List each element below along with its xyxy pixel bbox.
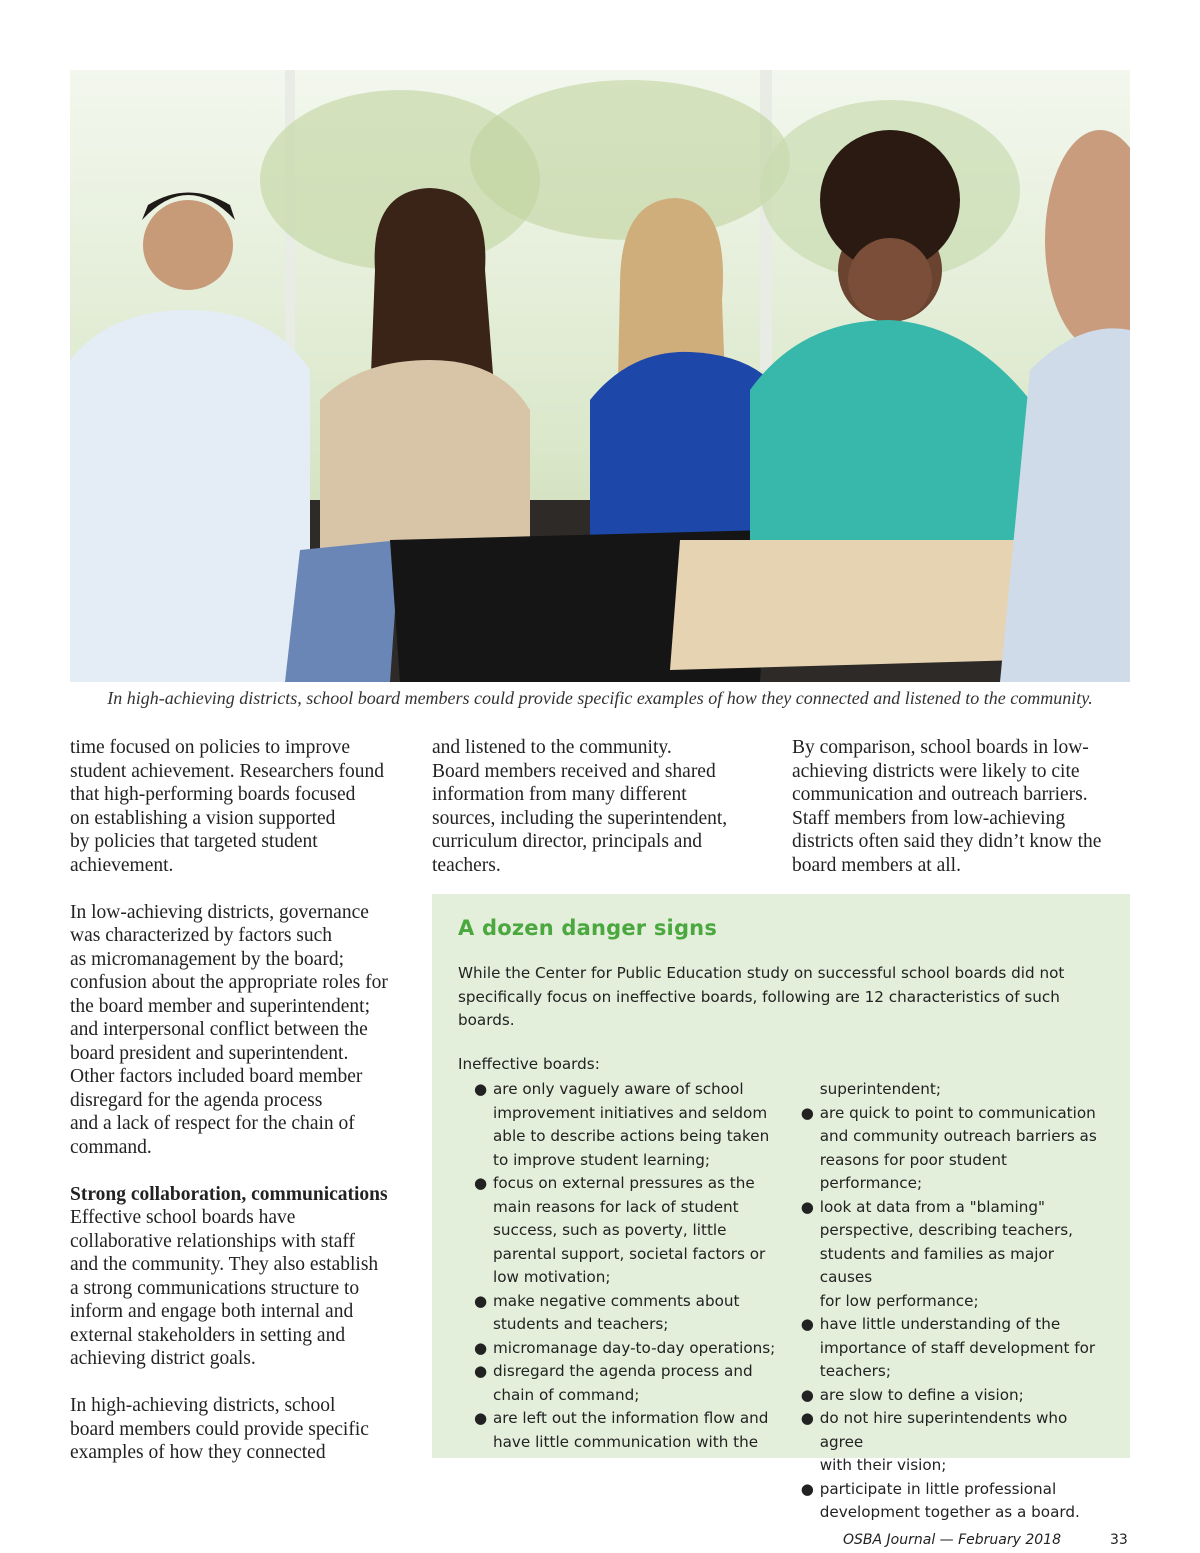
text-line: importance of staff development for	[819, 1338, 1096, 1357]
list-item-continuation	[801, 1078, 1104, 1102]
bullet-icon: ●	[474, 1338, 488, 1357]
text-line: was characterized by factors such	[70, 925, 333, 946]
text-line: focus on external pressures as the	[493, 1174, 755, 1192]
text-line: reasons for poor student performance;	[819, 1150, 1007, 1192]
text-line: external stakeholders in setting and	[70, 1324, 346, 1346]
bullet-icon: ●	[474, 1080, 488, 1098]
text-line: board members could provide specific	[70, 1418, 369, 1440]
text-line: are only vaguely aware of school	[493, 1080, 744, 1098]
text-line: Staff members from low-achieving	[792, 807, 1066, 829]
text-line: main reasons for lack of student	[493, 1197, 739, 1216]
bullet-icon: ●	[474, 1291, 488, 1310]
text-line: time focused on policies to improve	[70, 737, 350, 758]
text-line: and listened to the community.	[432, 737, 672, 758]
list-item	[474, 1337, 801, 1361]
list-item	[801, 1196, 1104, 1314]
text-line: disregard the agenda process and	[493, 1362, 753, 1380]
text-line: for low performance;	[819, 1291, 979, 1310]
text-line: improvement initiatives and seldom	[493, 1103, 768, 1122]
bullet-icon: ●	[474, 1362, 488, 1380]
text-line: are quick to point to communication	[819, 1103, 1096, 1122]
text-line: students and teachers;	[493, 1315, 669, 1333]
section-heading: Strong collaboration, communications	[70, 1183, 388, 1205]
list-item	[801, 1384, 1104, 1408]
text-line: and interpersonal conflict between the	[70, 1019, 368, 1040]
paragraph	[70, 1394, 415, 1465]
text-line: Board members received and shared	[432, 760, 716, 782]
list-item	[474, 1360, 801, 1407]
journal-name: OSBA Journal — February 2018	[843, 1532, 1061, 1548]
text-line: by policies that targeted student	[70, 831, 318, 852]
list-item	[474, 1172, 801, 1290]
text-line: sources, including the superintendent,	[432, 807, 728, 829]
text-line: board president and superintendent.	[70, 1042, 349, 1064]
text-line: to improve student learning;	[493, 1150, 711, 1169]
danger-signs-list-right	[801, 1078, 1104, 1525]
list-item	[801, 1478, 1104, 1525]
text-line: do not hire superintendents who agree	[819, 1409, 1068, 1451]
page-number: 33	[1110, 1532, 1128, 1548]
text-line: students and families as major causes	[819, 1244, 1055, 1286]
text-line: chain of command;	[493, 1385, 640, 1404]
paragraph	[792, 736, 1137, 877]
people-in-discussion-illustration	[70, 70, 1130, 682]
text-line: specifically focus on ineffective boards, following are 12 characteristics of such boards.	[458, 987, 1060, 1029]
bullet-icon: ●	[474, 1174, 488, 1192]
text-line: have little communication with the	[493, 1432, 759, 1451]
text-line: Effective school boards have	[70, 1207, 296, 1228]
text-line: success, such as poverty, little	[493, 1221, 727, 1239]
paragraph	[70, 1206, 415, 1371]
photo-caption: In high-achieving districts, school board members could provide specific examples of how they connected and listened to the community.	[107, 688, 1093, 708]
bullet-icon: ●	[800, 1315, 814, 1333]
text-line: While the Center for Public Education study on successful school boards did not	[458, 964, 1065, 982]
text-line: perspective, describing teachers,	[819, 1221, 1073, 1239]
text-line: the board member and superintendent;	[70, 995, 370, 1017]
text-line: disregard for the agenda process	[70, 1089, 323, 1111]
list-item	[801, 1102, 1104, 1196]
text-line: make negative comments about	[493, 1291, 740, 1310]
sidebar-intro	[458, 962, 1104, 1033]
article-column-2	[432, 736, 772, 877]
list-item	[801, 1407, 1104, 1478]
text-line: are left out the information flow and	[493, 1409, 769, 1427]
text-line: parental support, societal factors or	[493, 1244, 766, 1263]
list-item	[474, 1078, 801, 1172]
text-line: examples of how they connected	[70, 1442, 326, 1463]
bullet-icon: ●	[800, 1479, 814, 1498]
bullet-icon: ●	[474, 1409, 488, 1427]
paragraph	[70, 736, 415, 877]
text-line: collaborative relationships with staff	[70, 1230, 356, 1252]
text-line: superintendent;	[819, 1080, 941, 1098]
text-line: In low-achieving districts, governance	[70, 901, 369, 923]
list-item	[474, 1290, 801, 1337]
article-column-3	[792, 736, 1137, 877]
sidebar-title: A dozen danger signs	[458, 916, 718, 940]
text-line: able to describe actions being taken	[493, 1127, 770, 1145]
text-line: and community outreach barriers as	[819, 1127, 1097, 1145]
text-line: command.	[70, 1136, 152, 1158]
list-item	[474, 1407, 801, 1454]
text-line: districts often said they didn’t know the	[792, 831, 1102, 852]
text-line: confusion about the appropriate roles for	[70, 972, 388, 993]
text-line: participate in little professional	[819, 1479, 1057, 1498]
text-line: that high-performing boards focused	[70, 784, 356, 805]
article-column-1	[70, 736, 415, 1465]
text-line: achieving district goals.	[70, 1348, 256, 1369]
text-line: teachers;	[819, 1362, 891, 1380]
text-line: achievement.	[70, 854, 174, 876]
text-line: on establishing a vision supported	[70, 807, 336, 829]
sidebar-lead: Ineffective boards:	[458, 1054, 600, 1073]
text-line: a strong communications structure to	[70, 1277, 360, 1299]
bullet-icon: ●	[800, 1409, 814, 1427]
text-line: micromanage day-to-day operations;	[493, 1338, 776, 1357]
text-line: inform and engage both internal and	[70, 1301, 354, 1322]
paragraph	[70, 901, 415, 1160]
list-item	[801, 1313, 1104, 1384]
text-line: Other factors included board member	[70, 1066, 363, 1087]
danger-signs-list-left	[458, 1078, 801, 1525]
text-line: achieving districts were likely to cite	[792, 760, 1080, 782]
text-line: communication and outreach barriers.	[792, 784, 1088, 805]
text-line: teachers.	[432, 854, 501, 876]
bullet-icon: ●	[800, 1197, 814, 1216]
text-line: as micromanagement by the board;	[70, 948, 344, 970]
text-line: student achievement. Researchers found	[70, 760, 385, 782]
text-line: and the community. They also establish	[70, 1254, 379, 1275]
text-line: information from many different	[432, 784, 687, 805]
bullet-icon: ●	[800, 1385, 814, 1404]
text-line: board members at all.	[792, 854, 961, 876]
paragraph	[432, 736, 772, 877]
text-line: low motivation;	[493, 1268, 611, 1286]
text-line: curriculum director, principals and	[432, 831, 702, 852]
bullet-icon: ●	[800, 1103, 814, 1122]
text-line: development together as a board.	[819, 1503, 1080, 1521]
text-line: have little understanding of the	[819, 1315, 1061, 1333]
text-line: In high-achieving districts, school	[70, 1395, 336, 1416]
danger-signs-lists	[458, 1078, 1104, 1525]
article-photo	[70, 70, 1130, 682]
danger-signs-sidebar	[432, 894, 1130, 1521]
text-line: with their vision;	[819, 1456, 947, 1474]
text-line: are slow to define a vision;	[819, 1385, 1024, 1404]
text-line: look at data from a "blaming"	[819, 1197, 1046, 1216]
text-line: and a lack of respect for the chain of	[70, 1113, 355, 1134]
text-line: By comparison, school boards in low-	[792, 737, 1089, 758]
